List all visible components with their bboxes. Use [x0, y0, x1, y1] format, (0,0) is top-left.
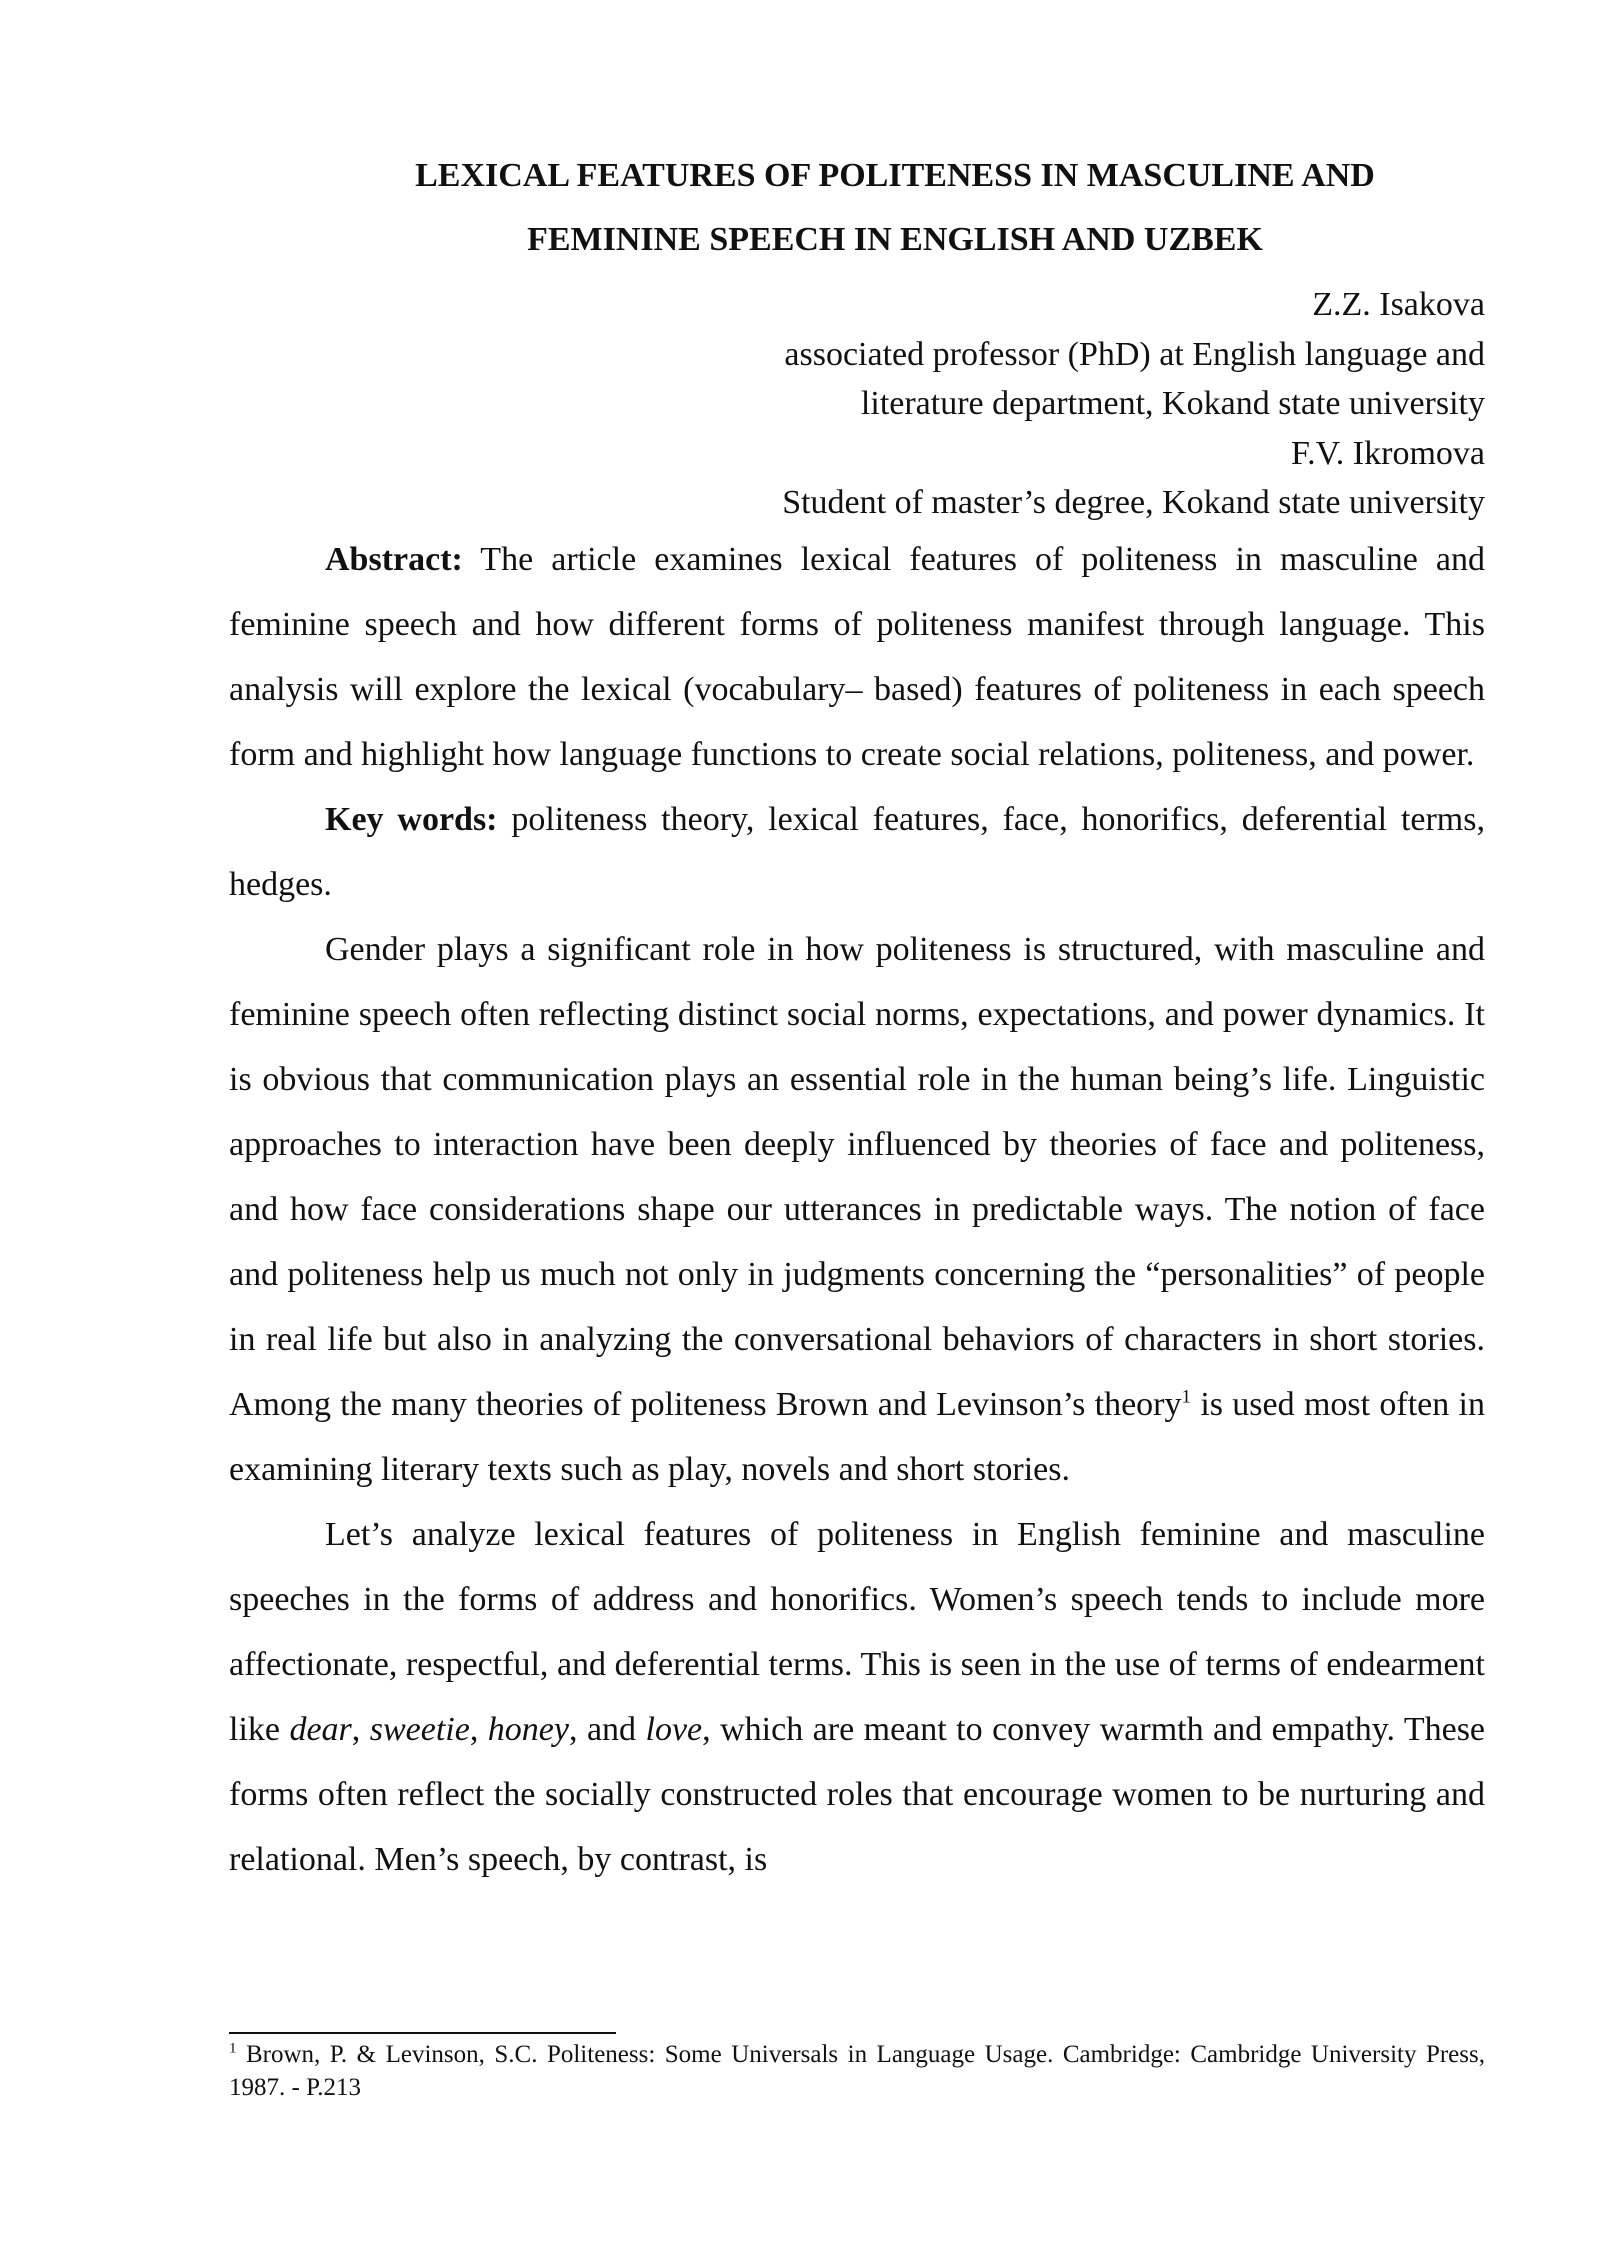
keywords-text: politeness theory, lexical features, face, honorifics, deferential terms, hedges.: [229, 801, 1485, 903]
footnote-text: Brown, P. & Levinson, S.C. Politeness: Some Universals in Language Usage. Cambridge: Cambridge University Press, 1987. - P.213: [229, 2041, 1485, 2101]
paragraph-2-text-end: , which are meant to convey warmth and empathy. These forms often reflect the socially constructed roles that encourage women to be nurturing and relational. Men’s speech, by contrast, is: [229, 1711, 1486, 1878]
footnote-reference[interactable]: 1: [1181, 1386, 1192, 1408]
term-honey: honey: [487, 1711, 569, 1748]
author-name-1: Z.Z. Isakova: [1312, 286, 1485, 323]
article-body: [229, 527, 1485, 1892]
separator: ,: [469, 1711, 488, 1748]
keywords-label: Key words:: [325, 801, 498, 838]
abstract-paragraph: [229, 527, 1485, 787]
footnote-mark: 1: [229, 2040, 237, 2057]
paragraph-2-text: Let’s analyze lexical features of politeness in English feminine and masculine speeches in the forms of address and honorifics. Women’s speech tends to include more affectionate, respectful, and deferential terms. This is seen in the use of terms of endearment like: [229, 1516, 1485, 1748]
paragraph-1-text: Gender plays a significant role in how politeness is structured, with masculine and feminine speech often reflecting distinct social norms, expectations, and power dynamics. It is obvious that communication plays an essential role in the human being’s life. Linguistic approaches to interaction have been deeply influenced by theories of face and politeness, and how face considerations shape our utterances in predictable ways. The notion of face and politeness help us much not only in judgments concerning the “personalities” of people in real life but also in analyzing the conversational behaviors of characters in short stories. Among the many theories of politeness Brown and Levinson’s theory: [229, 931, 1485, 1423]
abstract-text: The article examines lexical features of politeness in masculine and feminine speech and how different forms of politeness manifest through language. This analysis will explore the lexical (vocabulary– based) features of politeness in each speech form and highlight how language functions to create social relations, politeness, and power.: [229, 541, 1485, 773]
body-paragraph-1: [229, 917, 1485, 1502]
paper-title: [330, 144, 1460, 272]
author-block: [782, 280, 1485, 528]
term-dear: dear: [289, 1711, 352, 1748]
separator: , and: [568, 1711, 646, 1748]
abstract-label: Abstract:: [325, 541, 463, 578]
paragraph-1-text-end: is used most often in examining literary texts such as play, novels and short stories.: [229, 1386, 1485, 1488]
author-affiliation-1-line-1: associated professor (PhD) at English language and: [784, 335, 1485, 373]
author-affiliation-2-line-1: Student of master’s degree, Kokand state university: [782, 484, 1485, 521]
term-sweetie: sweetie: [369, 1711, 470, 1748]
body-paragraph-2: [229, 1502, 1485, 1892]
author-affiliation-1-line-2: literature department, Kokand state university: [860, 385, 1485, 422]
title-line-1: LEXICAL FEATURES OF POLITENESS IN MASCULINE AND: [415, 157, 1375, 194]
author-name-2: F.V. Ikromova: [1290, 434, 1485, 472]
separator: ,: [351, 1711, 370, 1748]
term-love: love: [645, 1711, 703, 1748]
footnote-divider: [229, 2032, 616, 2034]
keywords-paragraph: [229, 787, 1485, 917]
title-line-2: FEMININE SPEECH IN ENGLISH AND UZBEK: [527, 221, 1263, 258]
footnote: [229, 2038, 1485, 2104]
